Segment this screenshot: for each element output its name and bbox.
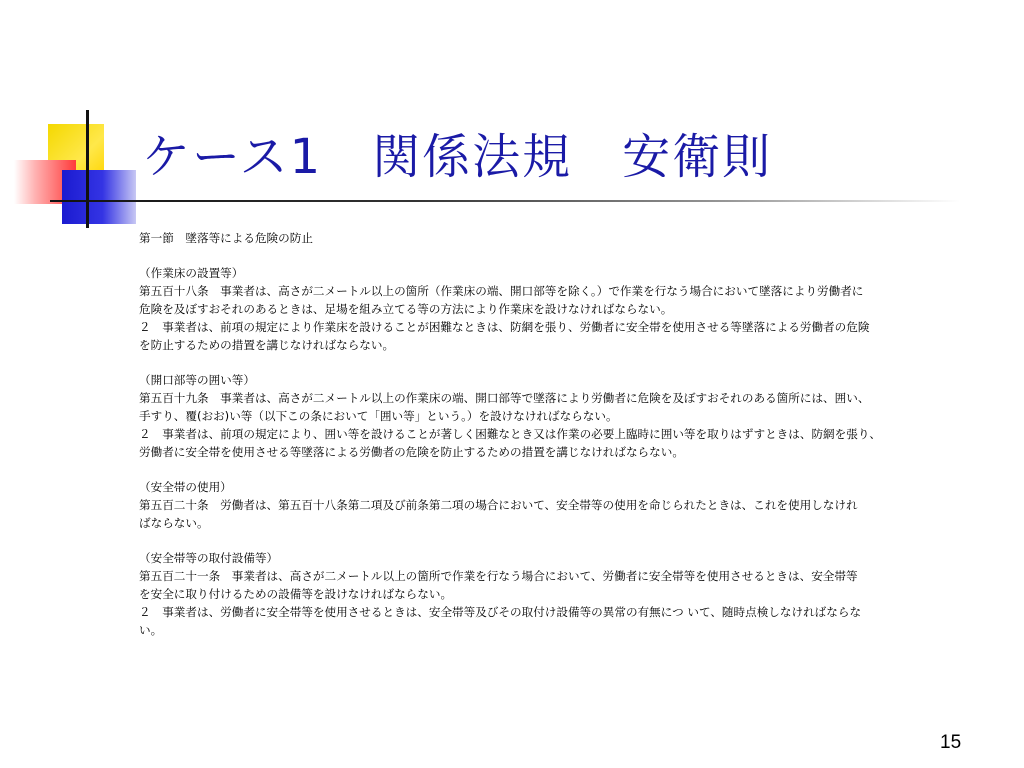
article-text-line: 第五百二十条 労働者は、第五百十八条第二項及び前条第二項の場合において、安全帯等の使用を命じられたときは、これを使用しなけれ [139, 498, 858, 512]
article-heading: （安全帯の使用） [139, 480, 232, 494]
title-underline-rule [50, 200, 960, 202]
article-text-line: 手すり、覆(おお)い等（以下この条において「囲い等」という。）を設けなければならない。 [139, 409, 618, 423]
article-heading: （安全帯等の取付設備等） [139, 551, 279, 565]
article-text-line: ２ 事業者は、前項の規定により、囲い等を設けることが著しく困難なとき又は作業の必要上臨時に囲い等を取りはずすときは、防網を張り、 [139, 427, 882, 441]
blank-line [139, 354, 989, 371]
blank-line [139, 461, 989, 478]
blue-square-decoration [62, 170, 136, 224]
article-text-line: ２ 事業者は、労働者に安全帯等を使用させるときは、安全帯等及びその取付け設備等の異常の有無につ いて、随時点検しなければならな [139, 605, 862, 619]
article-heading: （作業床の設置等） [139, 266, 244, 280]
article-text-line: 危険を及ぼすおそれのあるときは、足場を組み立てる等の方法により作業床を設けなければならない。 [139, 302, 673, 316]
page-number: 15 [940, 732, 962, 753]
vertical-rule-decoration [86, 110, 89, 228]
article-text-line: 第五百十八条 事業者は、高さが二メートル以上の箇所（作業床の端、開口部等を除く。）で作業を行なう場合において墜落により労働者に [139, 284, 864, 298]
article-heading: （開口部等の囲い等） [139, 373, 255, 387]
section-heading: 第一節 墜落等による危険の防止 [139, 231, 313, 245]
article-text-line: い。 [139, 623, 163, 637]
article-text-line: を安全に取り付けるための設備等を設けなければならない。 [139, 587, 453, 601]
article-text-line: を防止するための措置を講じなければならない。 [139, 338, 395, 352]
article-text-line: 労働者に安全帯を使用させる等墜落による労働者の危険を防止するための措置を講じなければならない。 [139, 445, 684, 459]
article-text-line: 第五百二十一条 事業者は、高さが二メートル以上の箇所で作業を行なう場合において、労働者に安全帯等を使用させるときは、安全帯等 [139, 569, 858, 583]
blank-line [139, 532, 989, 549]
slide-body [139, 229, 989, 639]
slide-title: ケース1 関係法規 安衛則 [142, 129, 773, 185]
article-text-line: ばならない。 [139, 516, 209, 530]
article-520 [139, 478, 989, 532]
article-519 [139, 371, 989, 461]
article-521 [139, 549, 989, 639]
article-text-line: ２ 事業者は、前項の規定により作業床を設けることが困難なときは、防網を張り、労働者に安全帯を使用させる等墜落による労働者の危険 [139, 320, 870, 334]
blank-line [139, 247, 989, 264]
article-518 [139, 264, 989, 354]
article-text-line: 第五百十九条 事業者は、高さが二メートル以上の作業床の端、開口部等で墜落により労働者に危険を及ぼすおそれのある箇所には、囲い、 [139, 391, 870, 405]
